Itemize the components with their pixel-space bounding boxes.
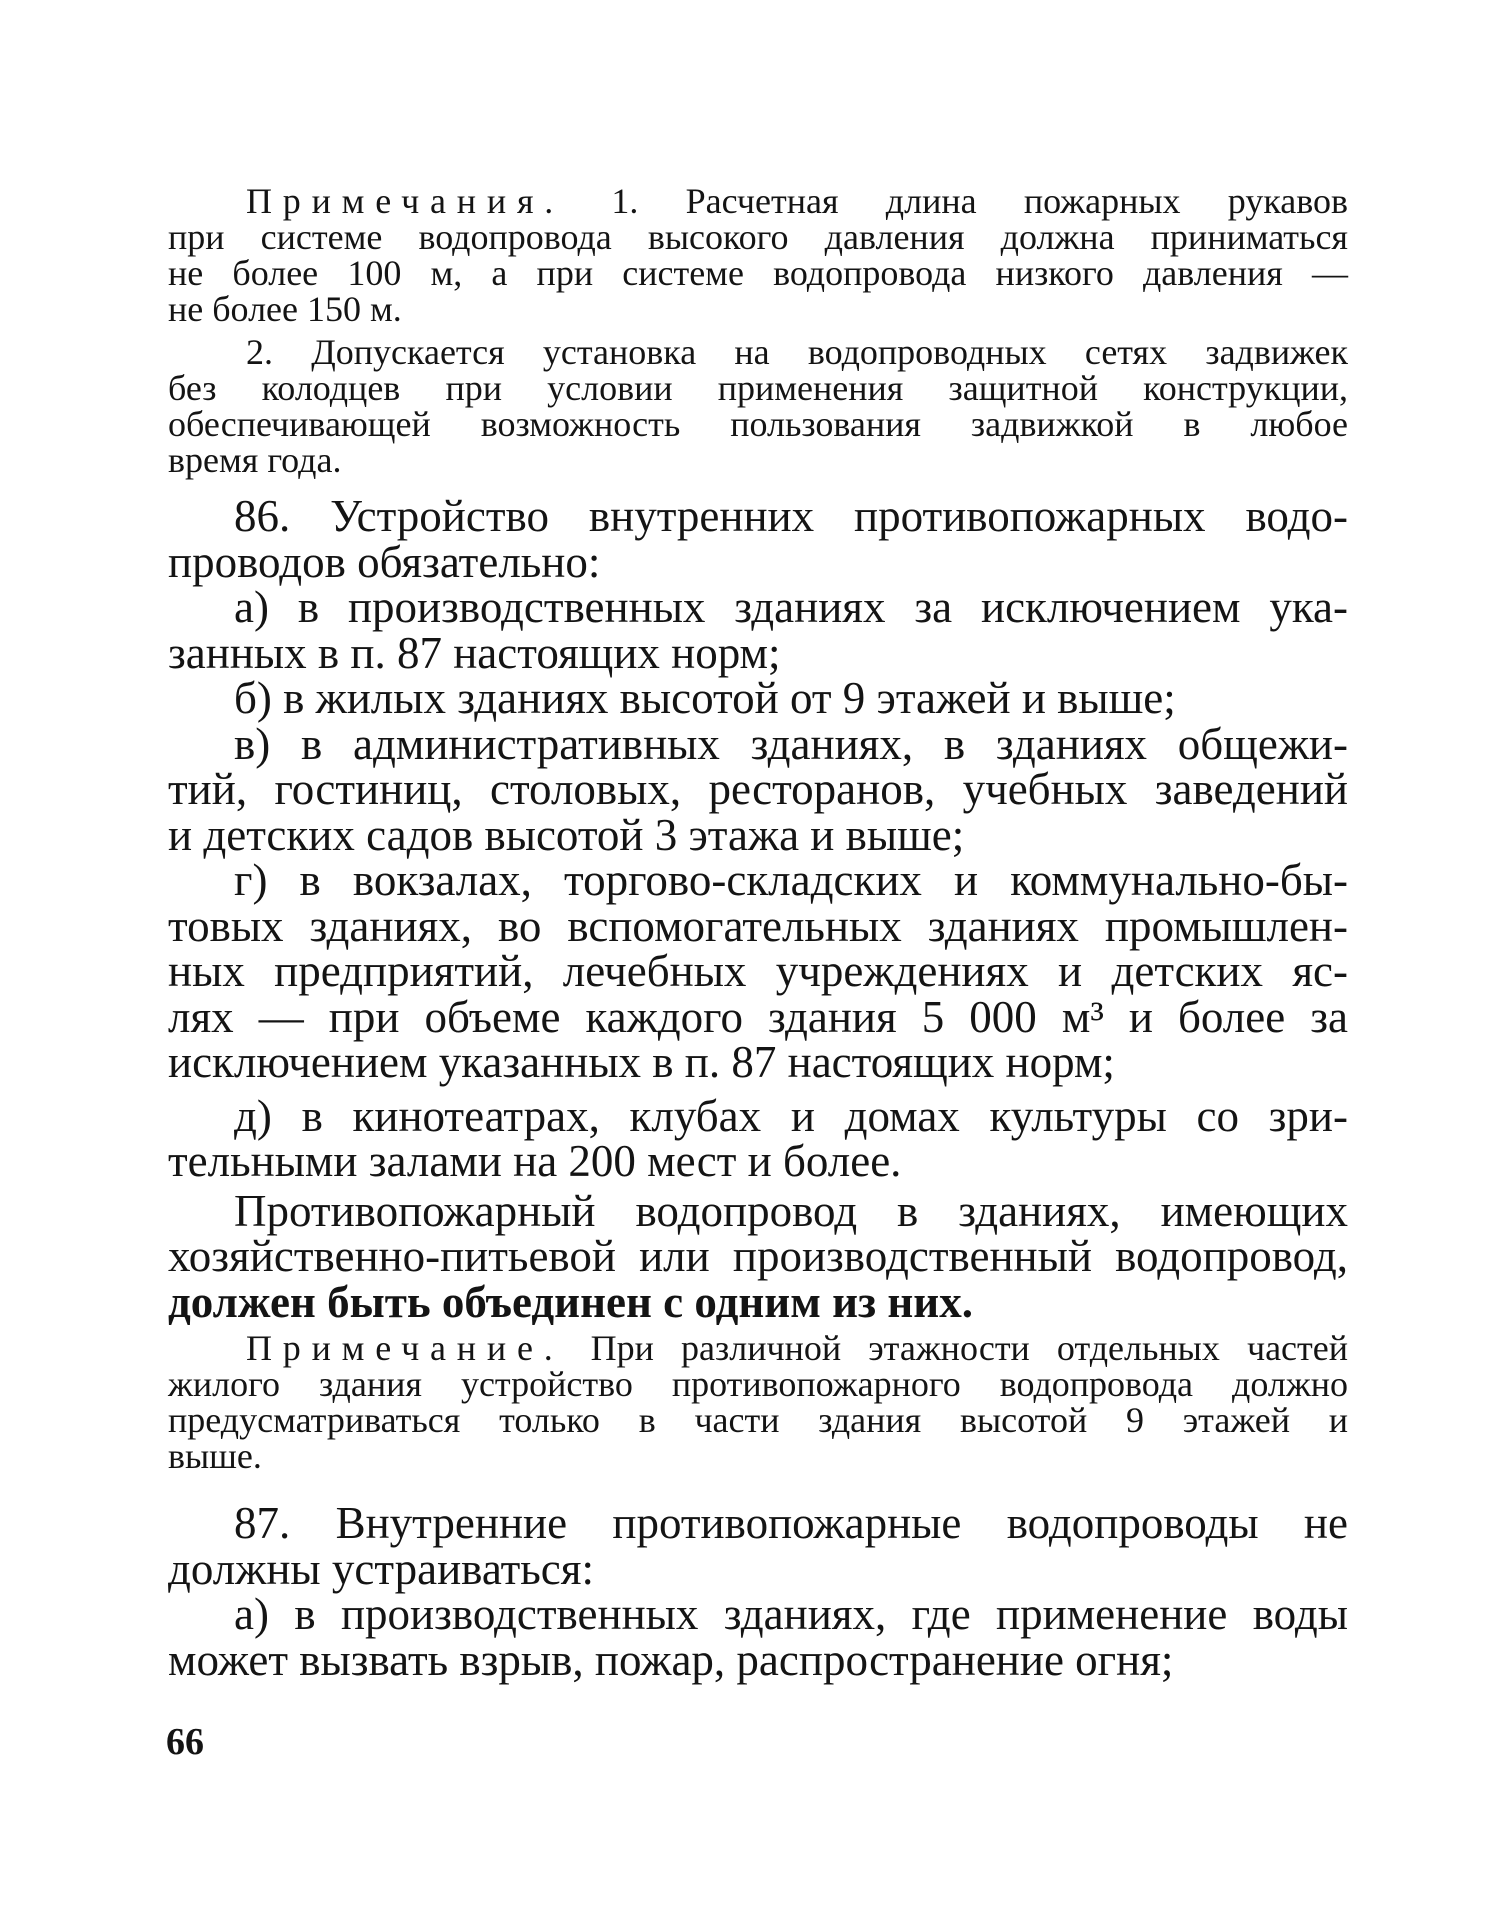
closing-line-1: Противопожарный водопровод в зданиях, имеющих (234, 1185, 1348, 1236)
section-86-intro-line-2: проводов обязательно: (168, 536, 601, 587)
notes-block-2 (168, 1330, 1348, 1474)
closing-line-2: хозяйственно-питьевой или производственный водопровод, (168, 1231, 1348, 1281)
notes-1-line-1: Примечания. 1. Расчетная длина пожарных рукавов (246, 181, 1349, 221)
item-v-line-3: и детских садов высотой 3 этажа и выше; (168, 809, 965, 860)
item-a-line-1: а) в производственных зданиях за исключением ука- (234, 582, 1348, 632)
notes-2-line-4: время года. (168, 440, 342, 480)
section-86 (168, 491, 1348, 1327)
notes-2-line-3: обеспечивающей возможность пользования задвижкой в любое (168, 404, 1348, 444)
item-g-line-1: г) в вокзалах, торгово-складских и коммунально-бы- (234, 855, 1348, 905)
section-87-item-a-line-2: может вызвать взрыв, пожар, распространение огня; (168, 1634, 1174, 1685)
notes-2-line-2: без колодцев при условии применения защитной конструкции, (168, 368, 1348, 408)
item-g-line-5: исключением указанных в п. 87 настоящих норм; (168, 1037, 1115, 1087)
section-87-intro-line-1: 87. Внутренние противопожарные водопроводы не (234, 1498, 1348, 1548)
section-86-intro-line-1: 86. Устройство внутренних противопожарных водо- (234, 491, 1348, 541)
note-label: Примечание. (246, 1328, 564, 1368)
notes-3-line-4: выше. (168, 1436, 262, 1476)
notes-1-line-2: при системе водопровода высокого давления должна приниматься (168, 217, 1348, 257)
notes-1-line-3: не более 100 м, а при системе водопровода низкого давления — (168, 253, 1348, 293)
item-d-line-1: д) в кинотеатрах, клубах и домах культуры со зри- (234, 1090, 1348, 1141)
section-87 (168, 1498, 1348, 1685)
item-v-line-2: тий, гостиниц, столовых, ресторанов, учебных заведений (168, 764, 1348, 814)
section-87-intro-line-2: должны устраиваться: (168, 1543, 594, 1594)
notes-2-line-1: 2. Допускается установка на водопроводных сетях задвижек (246, 332, 1348, 372)
page-number: 66 (166, 1721, 204, 1763)
notes-label: Примечания. (246, 181, 565, 221)
notes-1-line-4: не более 150 м. (168, 289, 402, 329)
item-a-line-2: занных в п. 87 настоящих норм; (168, 627, 781, 678)
item-g-line-3: ных предприятий, лечебных учреждениях и детских яс- (168, 946, 1348, 996)
item-g-line-2: товых зданиях, во вспомогательных зданиях промышлен- (168, 900, 1348, 951)
item-g-line-4: лях — при объеме каждого здания 5 000 м³ и более за (168, 991, 1348, 1042)
notes-3-line-1: Примечание. При различной этажности отдельных частей (246, 1328, 1349, 1368)
item-b-line-1: б) в жилых зданиях высотой от 9 этажей и выше; (234, 673, 1176, 723)
notes-3-line-2: жилого здания устройство противопожарного водопровода должно (168, 1364, 1348, 1404)
item-d-line-2: тельными залами на 200 мест и более. (168, 1136, 902, 1186)
closing-line-3: должен быть объединен с одним из них. (168, 1276, 973, 1327)
notes-3-line-3: предусматриваться только в части здания высотой 9 этажей и (168, 1400, 1348, 1440)
item-v-line-1: в) в административных зданиях, в зданиях общежи- (234, 718, 1348, 769)
notes-block-1 (168, 183, 1348, 478)
section-87-item-a-line-1: а) в производственных зданиях, где применение воды (234, 1589, 1348, 1639)
